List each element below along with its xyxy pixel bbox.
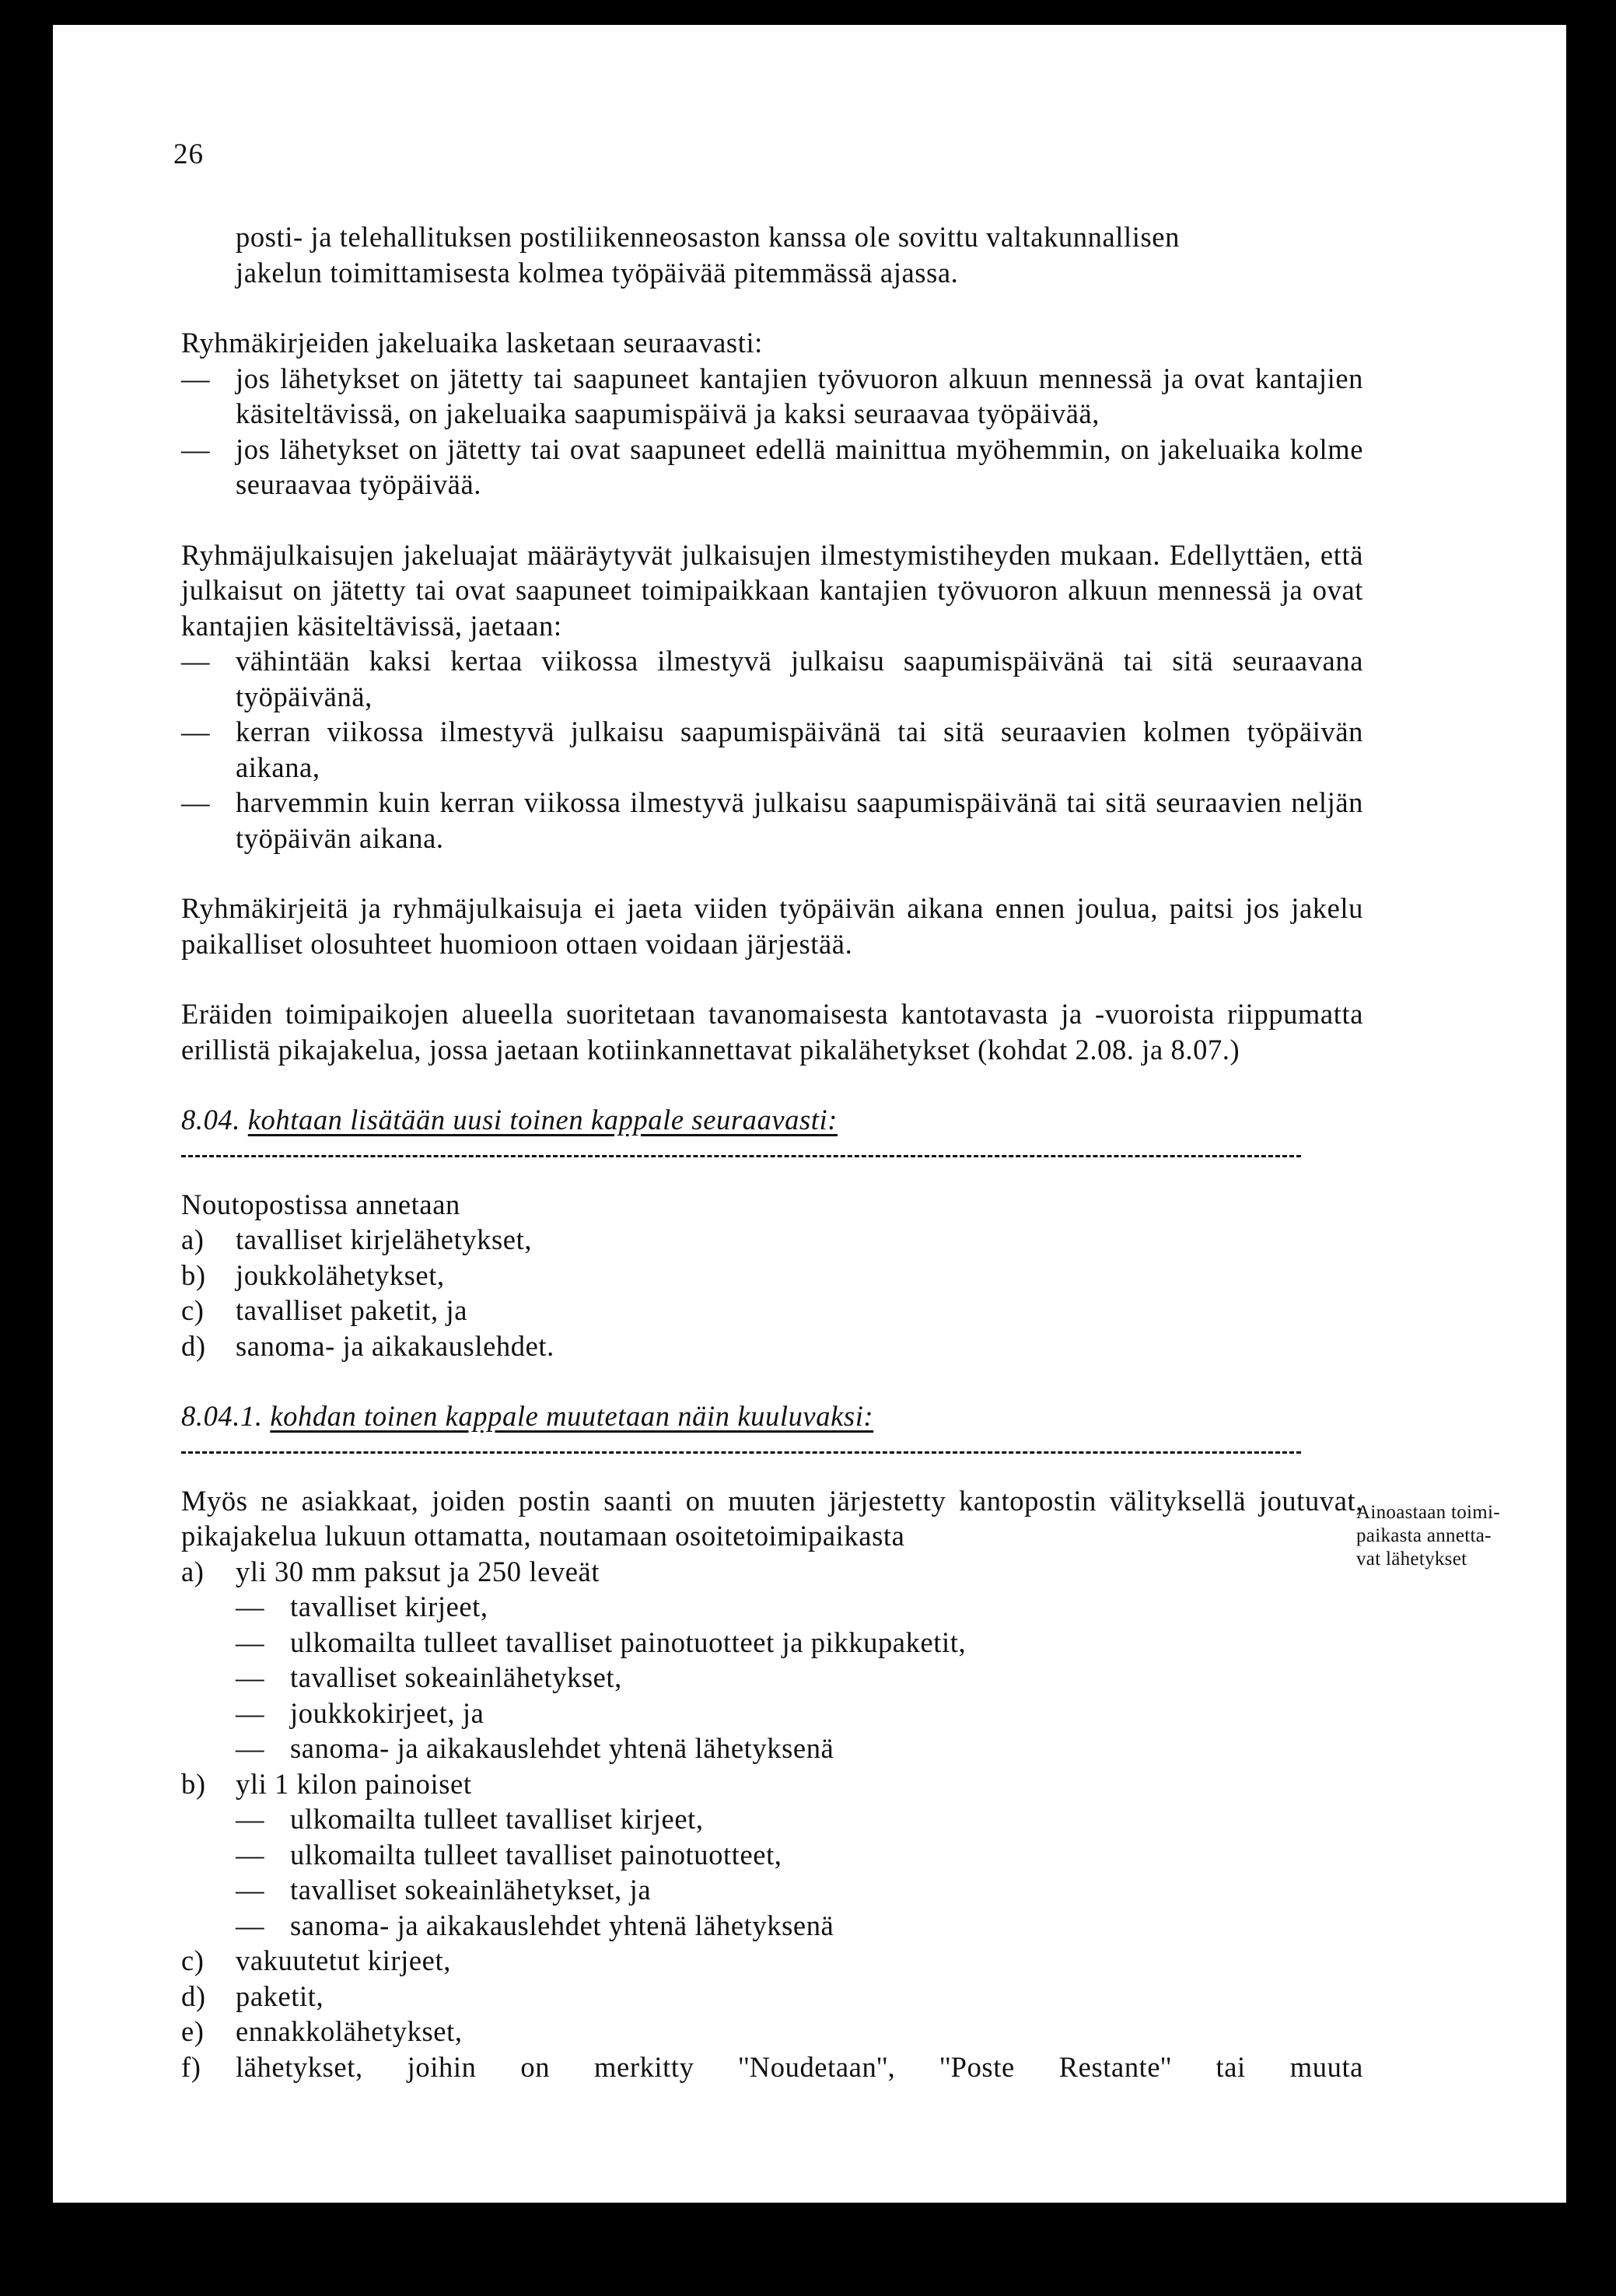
document-page xyxy=(53,25,1566,2203)
margin-note xyxy=(1356,1501,1566,1571)
section-heading xyxy=(181,1102,1363,1138)
sub-list-item xyxy=(181,1625,1363,1661)
dash-bullet: — xyxy=(236,1838,265,1871)
dash-bullet: — xyxy=(181,362,211,394)
list-item xyxy=(181,1293,1363,1328)
dash-bullet: — xyxy=(236,1732,265,1764)
document-body xyxy=(181,219,1363,2084)
paragraph: Ryhmäkirjeitä ja ryhmäjulkaisuja ei jaeta viiden työpäivän aikana ennen joulua, paitsi jos jakelu paikalliset olosuhteet huomioon ottaen voidaan järjestää. xyxy=(181,892,1363,960)
dash-bullet: — xyxy=(236,1591,265,1622)
paragraph-line: jakelun toimittamisesta kolmea työpäivää pitemmässä ajassa. xyxy=(236,256,959,289)
list-letter: a) xyxy=(181,1223,205,1255)
sub-list-item xyxy=(181,1801,1363,1837)
list-letter: a) xyxy=(181,1555,205,1587)
dashed-divider xyxy=(181,1451,1301,1457)
section-number: 8.04. xyxy=(181,1104,240,1136)
list-item-text: vakuutetut kirjeet, xyxy=(236,1944,451,1976)
list-item-text: ennakkolähetykset, xyxy=(236,2015,463,2047)
paragraph-intro: Myös ne asiakkaat, joiden postin saanti on muuten järjestetty kantopostin välityksellä joutuvat, pikajakelua lukuun ottamatta, noutamaan osoitetoimipaikasta xyxy=(181,1484,1363,1552)
sub-list-item xyxy=(181,1837,1363,1873)
page-number: 26 xyxy=(173,138,204,170)
sub-list-item xyxy=(181,1872,1363,1908)
list-item-text: ulkomailta tulleet tavalliset painotuotteet ja pikkupaketit, xyxy=(290,1626,967,1658)
list-item-text: tavalliset kirjelähetykset, xyxy=(236,1223,533,1255)
list-item-text: tavalliset sokeainlähetykset, ja xyxy=(290,1874,652,1906)
margin-note-line: vat lähetykset xyxy=(1356,1549,1467,1570)
list-letter: d) xyxy=(181,1329,206,1362)
list-letter: b) xyxy=(181,1258,206,1291)
paragraph-line: posti- ja telehallituksen postiliikenneosaston kanssa ole sovittu valtakunnallisen xyxy=(236,221,1180,253)
list-item-text: tavalliset sokeainlähetykset, xyxy=(290,1661,622,1693)
dash-bullet: — xyxy=(236,1661,265,1693)
list-item-text: joukkokirjeet, ja xyxy=(290,1696,484,1729)
list-item xyxy=(181,1222,1363,1258)
list-item xyxy=(181,1328,1363,1364)
list-letter: e) xyxy=(181,2015,205,2047)
list-item-text: tavalliset kirjeet, xyxy=(290,1591,488,1622)
list-letter: c) xyxy=(181,1294,205,1326)
list-item-text: paketit, xyxy=(236,1979,324,2012)
list-item xyxy=(181,1554,1363,1590)
sub-list-item xyxy=(181,1908,1363,1944)
section-heading-text: kohtaan lisätään uusi toinen kappale seuraavasti: xyxy=(247,1104,838,1136)
dash-bullet: — xyxy=(181,645,211,677)
list-item-text: joukkolähetykset, xyxy=(236,1258,445,1291)
list-item-text: yli 30 mm paksut ja 250 leveät xyxy=(236,1555,600,1587)
list-item-text: ulkomailta tulleet tavalliset painotuotteet, xyxy=(290,1838,782,1871)
paragraph: Eräiden toimipaikojen alueella suoritetaan tavanomaisesta kantotavasta ja -vuoroista riippumatta erillistä pikajakelua, jossa jaetaan kotiinkannettavat pikalähetykset (kohdat 2.08. ja 8.07.) xyxy=(181,998,1363,1066)
paragraph-continuation xyxy=(181,219,1363,290)
list-item-text: ulkomailta tulleet tavalliset kirjeet, xyxy=(290,1803,704,1835)
list-item-text: harvemmin kuin kerran viikossa ilmestyvä julkaisu saapumispäivänä tai sitä seuraavien neljän työpäivän aikana. xyxy=(236,786,1363,854)
list-item xyxy=(181,1258,1363,1293)
list-item-text: lähetykset, joihin on merkitty ''Noudetaan'', ''Poste Restante'' tai muuta xyxy=(236,2050,1363,2083)
section-number: 8.04.1. xyxy=(181,1400,263,1432)
list-item xyxy=(181,1766,1363,1802)
list-item-text: vähintään kaksi kertaa viikossa ilmestyvä julkaisu saapumispäivänä tai sitä seuraavana työpäivänä, xyxy=(236,645,1363,712)
list-item-text: sanoma- ja aikakauslehdet yhtenä lähetyksenä xyxy=(290,1909,834,1941)
list-letter: c) xyxy=(181,1944,205,1976)
dash-bullet: — xyxy=(236,1626,265,1658)
list-item-text: kerran viikossa ilmestyvä julkaisu saapumispäivänä tai sitä seuraavien kolmen työpäivän aikana, xyxy=(236,716,1363,783)
list-item xyxy=(181,714,1363,785)
margin-note-line: paikasta annetta- xyxy=(1356,1525,1492,1546)
dash-bullet: — xyxy=(236,1874,265,1906)
dash-bullet: — xyxy=(236,1803,265,1835)
list-item xyxy=(181,2049,1363,2085)
margin-note-line: Ainoastaan toimi- xyxy=(1356,1502,1500,1523)
paragraph-intro: Noutopostissa annetaan xyxy=(181,1188,460,1220)
list-item xyxy=(181,1979,1363,2014)
list-item-text: jos lähetykset on jätetty tai ovat saapuneet edellä mainittua myöhemmin, on jakeluaika kolme seuraavaa työpäivää. xyxy=(236,432,1363,500)
list-item-text: jos lähetykset on jätetty tai saapuneet kantajien työvuoron alkuun mennessä ja ovat kantajien käsiteltävissä, on jakeluaika saapumispäivä ja kaksi seuraavaa työpäivää, xyxy=(236,362,1363,429)
list-item xyxy=(181,643,1363,714)
list-item-text: sanoma- ja aikakauslehdet yhtenä lähetyksenä xyxy=(290,1732,834,1764)
list-letter: b) xyxy=(181,1767,206,1800)
section-heading xyxy=(181,1398,1363,1434)
dash-bullet: — xyxy=(236,1909,265,1941)
list-item xyxy=(181,785,1363,856)
dash-bullet: — xyxy=(181,716,211,747)
sub-list-item xyxy=(181,1731,1363,1766)
list-item xyxy=(181,361,1363,432)
list-item xyxy=(181,432,1363,502)
section-heading-text: kohdan toinen kappale muutetaan näin kuuluvaksi: xyxy=(270,1400,874,1432)
dash-bullet: — xyxy=(236,1696,265,1729)
list-item-text: tavalliset paketit, ja xyxy=(236,1294,467,1326)
dash-bullet: — xyxy=(181,786,211,818)
list-letter: d) xyxy=(181,1979,206,2012)
list-item-text: yli 1 kilon painoiset xyxy=(236,1767,472,1800)
sub-list-item xyxy=(181,1696,1363,1731)
list-item-text: sanoma- ja aikakauslehdet. xyxy=(236,1329,554,1362)
list-item xyxy=(181,2014,1363,2049)
list-letter: f) xyxy=(181,2050,201,2083)
dash-bullet: — xyxy=(181,432,211,465)
dashed-divider xyxy=(181,1155,1301,1160)
list-item xyxy=(181,1943,1363,1979)
sub-list-item xyxy=(181,1589,1363,1625)
paragraph-intro: Ryhmäjulkaisujen jakeluajat määräytyvät julkaisujen ilmestymistiheyden mukaan. Edellyttäen, että julkaisut on jätetty tai ovat saapuneet toimipaikkaan kantajien työvuoron alkuun mennessä ja ovat kantajien käsiteltävissä, jaetaan: xyxy=(181,538,1363,642)
sub-list-item xyxy=(181,1660,1363,1696)
paragraph-intro: Ryhmäkirjeiden jakeluaika lasketaan seuraavasti: xyxy=(181,327,763,359)
